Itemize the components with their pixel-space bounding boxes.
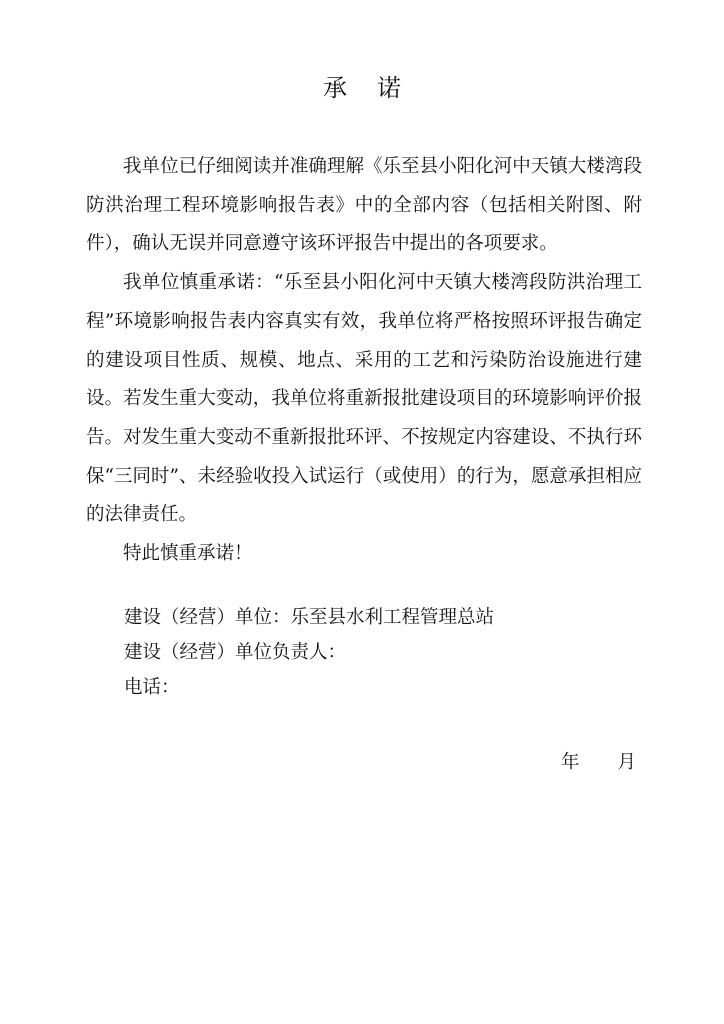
unit-label: 建设（经营）单位： xyxy=(124,607,291,628)
leader-label: 建设（经营）单位负责人： xyxy=(124,642,347,663)
paragraph-closing: 特此慎重承诺！ xyxy=(123,543,253,565)
year-label: 年 xyxy=(560,752,580,773)
signature-block xyxy=(124,600,494,705)
unit-value: 乐至县水利工程管理总站 xyxy=(290,607,495,628)
leader-line xyxy=(124,635,494,670)
title-char-1: 承 xyxy=(323,74,347,102)
unit-line xyxy=(124,600,494,635)
commitment-body xyxy=(86,148,642,574)
date-line xyxy=(561,748,636,778)
paragraph-confirmation: 我单位已仔细阅读并准确理解《乐至县小阳化河中天镇大楼湾段防洪治理工程环境影响报告表》中的全部内容（包括相关附图、附件），确认无误并同意遵守该环评报告中提出的各项要求。 xyxy=(86,156,642,255)
phone-label: 电话： xyxy=(124,677,180,698)
phone-line xyxy=(124,670,494,705)
month-label: 月 xyxy=(617,752,636,773)
document-title xyxy=(0,72,724,104)
title-char-2: 诺 xyxy=(377,74,401,102)
paragraph-commitment: 我单位慎重承诺：“乐至县小阳化河中天镇大楼湾段防洪治理工程”环境影响报告表内容真实有效，我单位将严格按照环评报告确定的建设项目性质、规模、地点、采用的工艺和污染防治设施进行建设。若发生重大变动，我单位将重新报批建设项目的环境影响评价报告。对发生重大变动不重新报批环评、不按规定内容建设、不执行环保“三同时”、未经验收投入试运行（或使用）的行为，愿意承担相应的法律责任。 xyxy=(86,272,642,526)
